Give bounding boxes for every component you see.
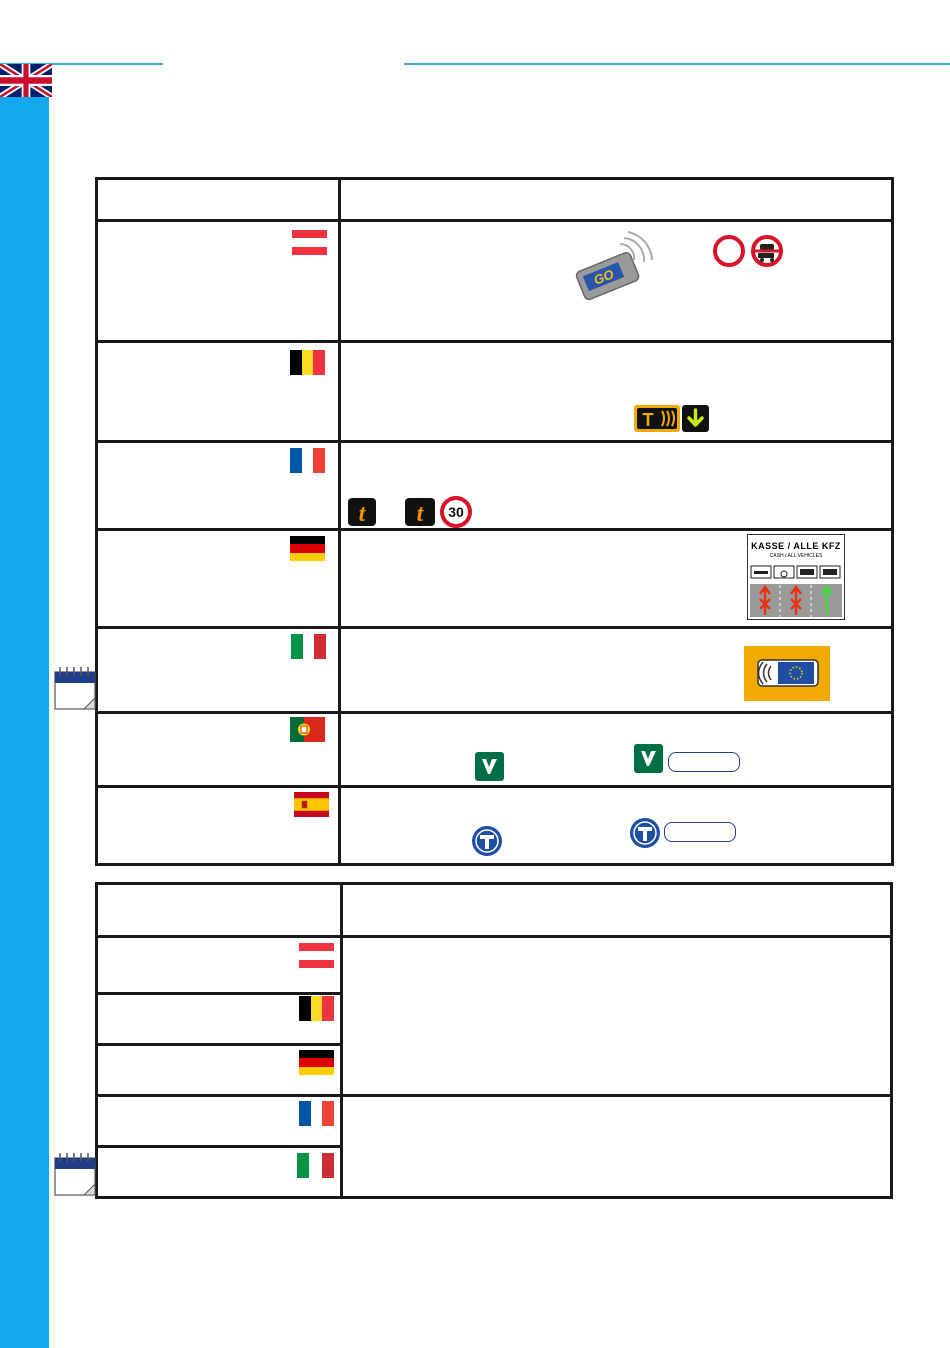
toll-gantry-sign-icon <box>747 534 845 620</box>
row-divider <box>95 626 894 629</box>
svg-text:T: T <box>642 410 654 430</box>
table1-header-system <box>346 185 886 211</box>
table-divider <box>340 882 343 1199</box>
speed-30-sign-icon <box>438 496 474 528</box>
row-divider <box>95 992 343 995</box>
row-divider <box>95 528 894 531</box>
header-rule-right <box>404 63 950 65</box>
austria-flag-icon <box>299 943 334 968</box>
lane-badge <box>664 822 736 842</box>
telepeage-lane-icon <box>634 405 680 432</box>
lane-badge <box>668 752 740 772</box>
table2-header-system <box>348 893 878 923</box>
eu-tag-icon <box>744 646 830 701</box>
row-divider <box>95 1043 343 1046</box>
toll-systems-table-2 <box>95 882 893 1199</box>
telepeaje-icon <box>471 825 503 857</box>
no-dangerous-goods-sign-icon <box>750 234 784 268</box>
germany-flag-icon <box>290 536 325 561</box>
france-flag-icon <box>299 1101 334 1126</box>
via-verde-icon <box>634 744 663 773</box>
no-vehicles-sign-icon <box>712 234 746 268</box>
calendar-icon <box>54 1150 96 1196</box>
table1-header-country <box>100 185 330 211</box>
spain-flag-icon <box>294 792 329 817</box>
row-divider <box>95 711 894 714</box>
germany-flag-icon <box>299 1050 334 1075</box>
portugal-flag-icon <box>290 717 325 742</box>
table-header-divider <box>95 935 893 938</box>
via-verde-icon <box>475 752 504 781</box>
side-accent-bar <box>0 96 49 1348</box>
table-header-divider <box>95 219 894 222</box>
t-toll-icon <box>405 498 435 526</box>
gantry-sign-subtitle: CASH / ALL VEHICLES <box>769 553 823 559</box>
italy-flag-icon <box>297 1153 334 1178</box>
svg-text:GO: GO <box>591 266 616 288</box>
t-toll-icon <box>348 498 376 526</box>
calendar-icon <box>54 664 96 710</box>
row-divider <box>95 440 894 443</box>
row-divider <box>95 785 894 788</box>
svg-text:t: t <box>416 501 424 526</box>
belgium-flag-icon <box>299 996 334 1021</box>
table2-header-country <box>100 893 330 923</box>
row-divider <box>95 340 894 343</box>
svg-text:30: 30 <box>448 504 464 520</box>
austria-flag-icon <box>292 230 327 255</box>
italy-flag-icon <box>291 634 326 659</box>
france-flag-icon <box>290 448 325 473</box>
table-divider <box>338 177 341 866</box>
belgium-flag-icon <box>290 350 325 375</box>
row-divider <box>95 1145 343 1148</box>
gantry-sign-title: KASSE / ALLE KFZ <box>751 541 841 551</box>
uk-flag-icon[interactable] <box>0 64 52 97</box>
telepeaje-icon <box>629 817 661 849</box>
row-divider <box>95 1094 893 1097</box>
go-box-icon <box>572 228 656 300</box>
svg-text:t: t <box>358 501 366 526</box>
lane-arrow-icon <box>682 405 709 432</box>
